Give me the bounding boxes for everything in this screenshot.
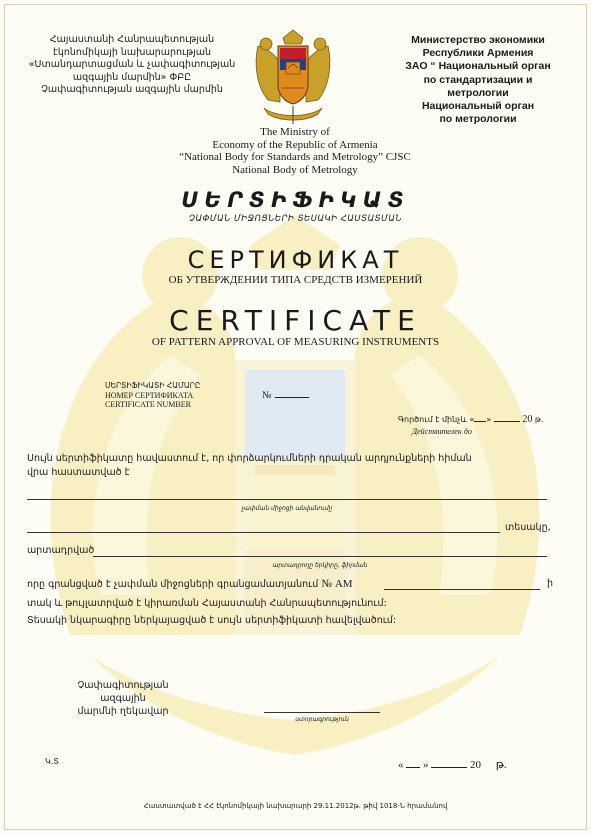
validity-russian: Действителен до <box>412 427 472 436</box>
header-left-line: ազգային մարմին» ՓԲԸ <box>72 71 192 83</box>
body-line-6: տակ և թույլատրված է կիրառման Հայաստանի Հանրապետությունում: <box>27 598 387 609</box>
body-line-2: վրա հաստատված է <box>27 467 130 478</box>
issue-month-blank[interactable] <box>431 767 467 768</box>
subtitle-english: OF PATTERN APPROVAL OF MEASURING INSTRUMENTS <box>151 336 440 348</box>
seal-label: Կ.Տ <box>45 757 60 766</box>
header-left-line: Հայաստանի Հանրապետության <box>49 34 215 45</box>
header-english-line: National Body of Metrology <box>232 163 358 176</box>
body-line-7: Տեսակի նկարագիրը ներկայացված է սույն սերտիֆիկատի հավելվածում: <box>27 615 397 626</box>
caption-instrument-name: չափման միջոցի անվանումը <box>241 505 333 512</box>
header-english-line: The Ministry of <box>260 126 330 138</box>
am-label: AM <box>334 578 353 590</box>
date-year-suffix: թ. <box>495 759 507 771</box>
validity-day-blank[interactable] <box>474 421 486 422</box>
signatory-title-line: մարմնի ղեկավար <box>77 706 169 717</box>
validity-quote-close: » <box>486 415 492 424</box>
header-right-line: по метрологии <box>439 113 517 126</box>
body-line-1: Սույն սերտիֆիկատը հավաստում է, որ փորձարկումների դրական արդյունքների հիման <box>27 453 472 464</box>
number-sign: № <box>262 390 272 401</box>
caption-manufacturer: արտադրողը երկիրը, ֆիրման <box>272 562 368 569</box>
certificate-number-blank[interactable] <box>275 397 309 398</box>
footer-approval-note: Հաստատված է ՀՀ էկոնոմիկայի նախարարի 29.11.2012թ. թիվ 1018-Ն հրամանով <box>143 802 448 810</box>
title-armenian: ՍԵՐՏԻՖԻԿԱՏ <box>181 188 410 212</box>
header-right-line: Национальный орган <box>421 100 535 113</box>
coat-of-arms-emblem <box>252 28 334 128</box>
header-left-line: Չափագիտության ազգային մարմին <box>41 84 223 95</box>
header-russian-block <box>398 34 558 126</box>
validity-month-blank[interactable] <box>494 421 520 422</box>
date-year: 20 <box>470 759 481 771</box>
header-armenian-block <box>22 34 242 97</box>
subtitle-armenian: ՉԱՓՄԱՆ ՄԻՋՈՑՆԵՐԻ ՏԵՍԱԿԻ ՀԱՍՏԱՏՄԱՆ <box>188 214 403 224</box>
header-right-line: ЗАО “ Национальный орган <box>405 60 551 73</box>
validity-year-suffix: թ. <box>534 415 544 424</box>
issue-day-blank[interactable] <box>406 767 420 768</box>
cert-number-label-eng: CERTIFICATE NUMBER <box>105 400 191 409</box>
issue-date <box>398 758 507 771</box>
title-english: CERTIFICATE <box>169 304 422 337</box>
registered-line <box>27 578 353 590</box>
header-english-line: “National Body for Standards and Metrology” CJSC <box>179 151 411 163</box>
certificate-number-field <box>262 390 309 401</box>
header-right-line: по стандартизации и метрологии <box>423 73 533 99</box>
header-english-block <box>160 126 430 176</box>
instrument-name-blank[interactable] <box>27 499 547 500</box>
header-english-line: Economy of the Republic of Armenia <box>212 138 378 151</box>
signature-blank[interactable] <box>264 712 380 713</box>
date-close-quote: » <box>423 759 429 771</box>
manufacturer-label: արտադրված <box>27 545 95 556</box>
validity-year: 20 <box>522 414 533 425</box>
header-right-line: Министерство экономики <box>411 34 545 46</box>
registry-number-blank[interactable] <box>384 589 540 590</box>
registered-suffix: ի <box>547 578 554 589</box>
certificate-number-labels <box>105 381 200 410</box>
manufacturer-blank[interactable] <box>93 556 547 557</box>
validity-armenian <box>398 414 543 425</box>
cert-number-label-arm: ՍԵՐՏԻՖԻԿԱՏԻ ՀԱՄԱՐԸ <box>105 381 201 390</box>
validity-arm-text: Գործում է մինչև « <box>398 415 475 424</box>
cert-number-label-rus: НОМЕР СЕРТИФИКАТА <box>105 390 194 400</box>
header-left-line: «Ստանդարտացման և չափագիտության <box>28 59 236 70</box>
type-blank[interactable] <box>27 532 500 533</box>
header-right-line: Республики Армения <box>422 47 534 60</box>
title-russian: СЕРТИФИКАТ <box>187 246 404 274</box>
caption-signature: ստորագրություն <box>295 716 349 723</box>
signatory-title-line: Չափագիտության ազգային <box>77 680 169 704</box>
type-label: տեսակը, <box>505 522 551 533</box>
reg-number-sign: № <box>321 578 332 590</box>
date-open-quote: « <box>398 759 404 771</box>
signatory-title <box>58 679 188 718</box>
registered-label: որը գրանցված է չափման միջոցների գրանցամատյանում <box>27 579 319 590</box>
subtitle-russian: ОБ УТВЕРЖДЕНИИ ТИПА СРЕДСТВ ИЗМЕРЕНИЙ <box>168 274 423 286</box>
header-left-line: էկոնոմիկայի նախարարության <box>52 46 212 58</box>
